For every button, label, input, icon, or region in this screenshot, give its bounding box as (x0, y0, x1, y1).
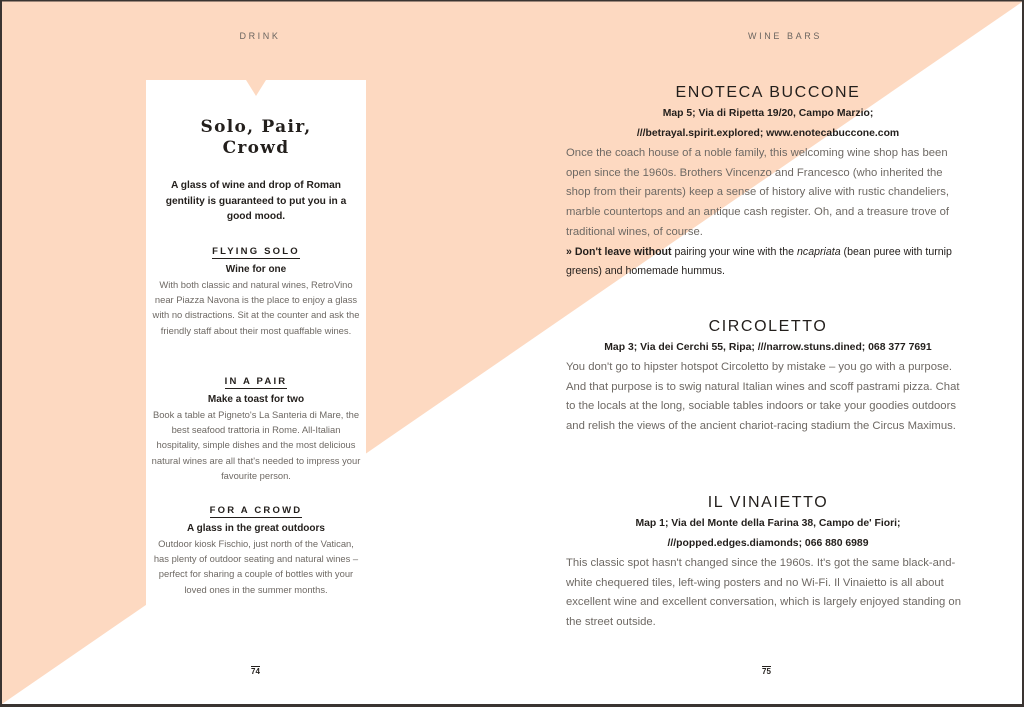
section-subheading: Wine for one (225, 264, 287, 275)
entry-address-line: Map 5; Via di Ripetta 19/20, Campo Marzio; (662, 108, 874, 119)
entry-circoletto (566, 316, 960, 437)
entry-address-line: Map 1; Via del Monte della Farina 38, Campo de' Fiori; (635, 518, 901, 529)
sidebar-section-crowd (150, 500, 362, 597)
section-subheading: A glass in the great outdoors (187, 523, 325, 534)
section-heading: FOR A CROWD (209, 505, 303, 516)
running-head-right: WINE BARS (748, 31, 822, 41)
entry-name: IL VINAIETTO (707, 494, 829, 511)
tip-text-end: (bean puree with turnip greens) and homemade hummus. (566, 245, 952, 278)
sidebar-section-solo (150, 241, 362, 338)
entry-name: ENOTECA BUCCONE (675, 84, 861, 101)
entry-body: This classic spot hasn't changed since the 1960s. It's got the same black-and-white chequered tiles, left-wing posters and no Wi-Fi. Il Vinaietto is all about excellent wine and excellent conversation, which is largely enjoyed standing on the street outside. (566, 557, 961, 629)
section-body: With both classic and natural wines, RetroVino near Piazza Navona is the place to enjoy a glass with no distractions. Sit at the counter and ask the friendly staff about their most quaffable wines. (152, 279, 360, 336)
sidebar-title-text: Solo, Pair, Crowd (200, 117, 312, 158)
entry-il-vinaietto (566, 492, 961, 633)
section-subheading: Make a toast for two (207, 394, 305, 405)
tip-dish: ncapriata (797, 245, 841, 258)
frame-top (0, 0, 1024, 2)
entry-address-line: ///betrayal.spirit.explored; www.enotecabuccone.com (636, 128, 900, 139)
entry-address-line: ///popped.edges.diamonds; 066 880 6989 (667, 538, 869, 549)
entry-address-line: Map 3; Via dei Cerchi 55, Ripa; ///narrow.stuns.dined; 068 377 7691 (604, 342, 932, 353)
page-number-left: 74 (251, 667, 260, 676)
tip-text: pairing your wine with the (671, 245, 797, 258)
entry-name: CIRCOLETTO (708, 318, 828, 335)
section-heading: IN A PAIR (224, 376, 288, 387)
tip-lead: Don't leave without (574, 245, 672, 258)
running-head-left: DRINK (239, 31, 281, 41)
tip-marker: » (566, 245, 572, 258)
frame-left (0, 0, 2, 707)
entry-tip (566, 243, 966, 282)
section-heading: FLYING SOLO (212, 246, 300, 257)
sidebar-intro: A glass of wine and drop of Roman gentility is guaranteed to put you in a good mood. (165, 180, 347, 222)
entry-body: You don't go to hipster hotspot Circoletto by mistake – you go with a purpose. And that purpose is to swig natural Italian wines and scoff pastrami pizza. Chat to the locals at the long, sociable tables indoors or take your goodies outdoors and relish the views of the ancient chariot-racing stadium the Circus Maximus. (566, 361, 960, 433)
sidebar-title (146, 117, 366, 159)
sidebar-section-pair (150, 371, 362, 483)
page-number-right: 75 (762, 667, 771, 676)
entry-body: Once the coach house of a noble family, this welcoming wine shop has been open since the 1960s. Brothers Vincenzo and Francesco (who inherited the shop from their parents) keep a sense of history alive with rustic chandeliers, marble countertops and an antique cash register. Oh, and a treasure trove of traditional wines, of course. (566, 147, 950, 238)
section-body: Outdoor kiosk Fischio, just north of the Vatican, has plenty of outdoor seating and natural wines – perfect for sharing a couple of bottles with your loved ones in the summer months. (153, 538, 359, 595)
section-body: Book a table at Pigneto's La Santeria di Mare, the best seafood trattoria in Rome. All-Italian hospitality, simple dishes and the most delicious natural wines are all that's needed to impress your favourite person. (151, 409, 361, 481)
entry-enoteca-buccone (566, 82, 952, 282)
